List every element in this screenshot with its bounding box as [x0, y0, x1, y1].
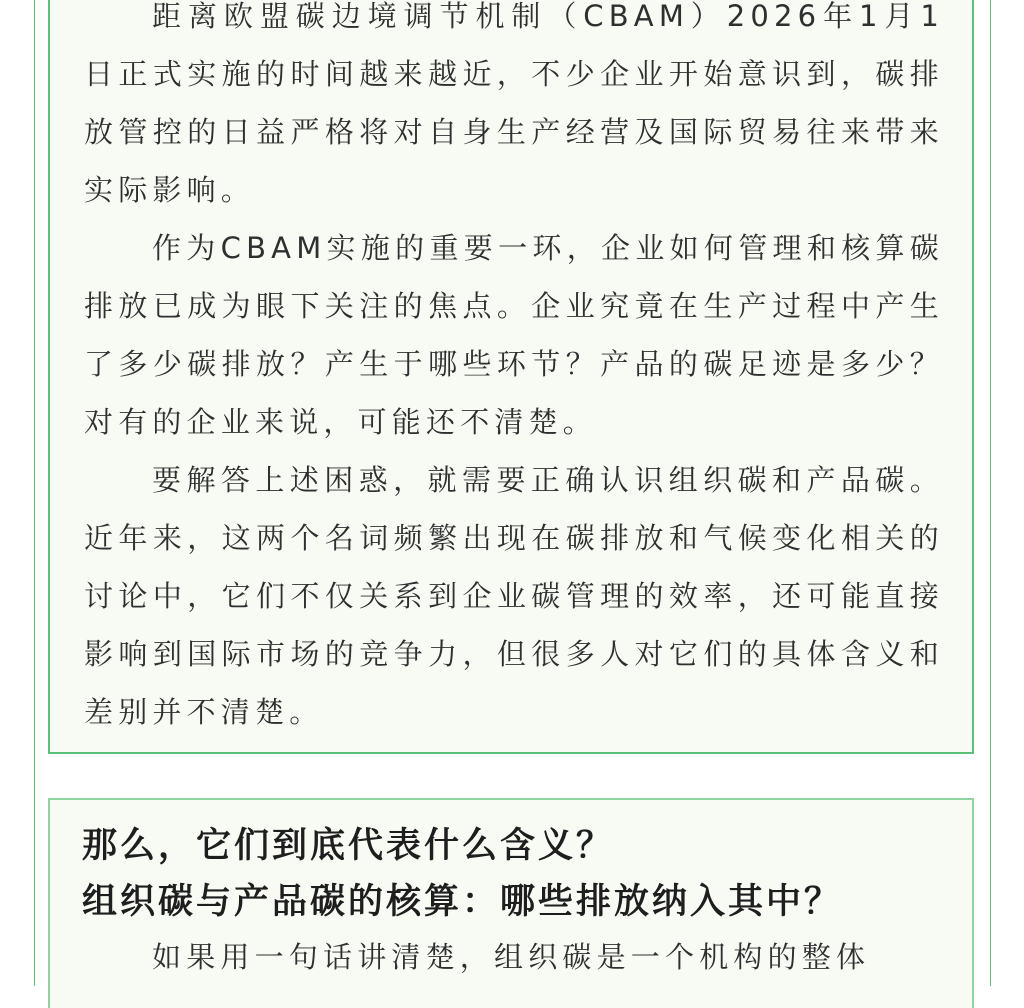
paragraph-organization-product-carbon: 要解答上述困惑，就需要正确认识组织碳和产品碳。近年来，这两个名词频繁出现在碳排放和气候变化相关的讨论中，它们不仅关系到企业碳管理的效率，还可能直接影响到国际市场的竞争力，但很多人对它们的具体含义和差别并不清楚。 [84, 463, 944, 729]
question-section-card [48, 798, 974, 1008]
article-section-card [48, 0, 974, 754]
outer-frame-left-border [34, 0, 35, 986]
paragraph-cbam-intro: 距离欧盟碳边境调节机制（CBAM）2026年1月1日正式实施的时间越来越近，不少企业开始意识到，碳排放管控的日益严格将对自身生产经营及国际贸易往来带来实际影响。 [84, 0, 944, 207]
paragraph-one-sentence-explanation: 如果用一句话讲清楚，组织碳是一个机构的整体 [152, 940, 871, 974]
paragraph-carbon-accounting: 作为CBAM实施的重要一环，企业如何管理和核算碳排放已成为眼下关注的焦点。企业究竟在生产过程中产生了多少碳排放？产生于哪些环节？产品的碳足迹是多少？对有的企业来说，可能还不清楚。 [84, 231, 944, 439]
section-heading-meaning: 那么，它们到底代表什么含义？ [82, 826, 615, 866]
section-heading-accounting-scope: 组织碳与产品碳的核算：哪些排放纳入其中？ [82, 882, 843, 922]
outer-frame-right-border [990, 0, 991, 986]
